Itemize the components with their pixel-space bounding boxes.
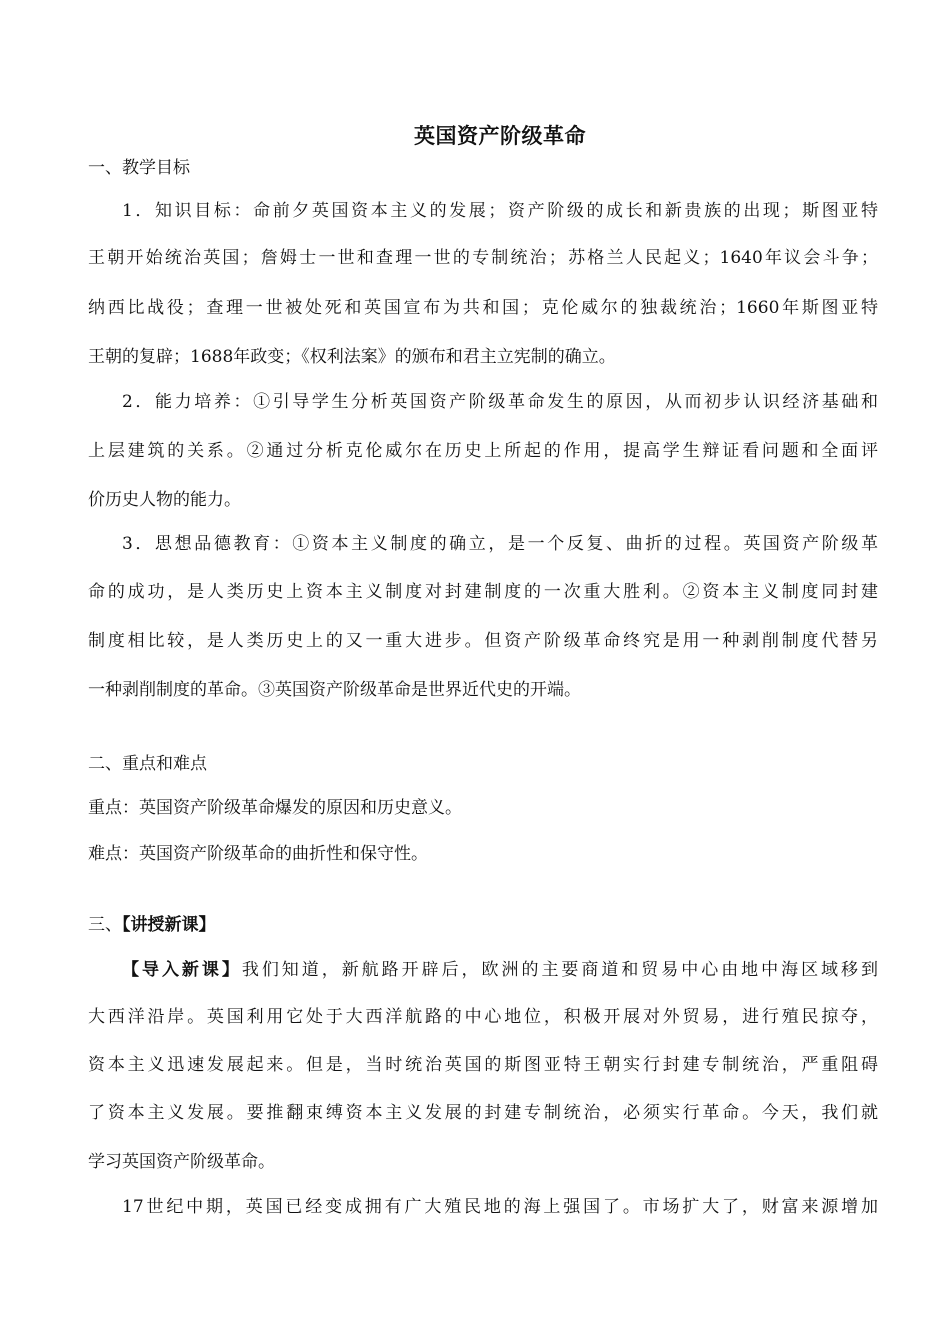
paragraph-line: 王朝开始统治英国；詹姆士一世和查理一世的专制统治；苏格兰人民起义；1640年议会斗争；: [88, 248, 878, 268]
section-bracket-title: 【讲授新课】: [122, 915, 216, 935]
paragraph-line: 命的成功，是人类历史上资本主义制度对封建制度的一次重大胜利。②资本主义制度同封建: [88, 582, 878, 602]
paragraph-line: 1．知识目标：命前夕英国资本主义的发展；资产阶级的成长和新贵族的出现；斯图亚特: [122, 201, 878, 221]
paragraph-line: 一种剥削制度的革命。③英国资产阶级革命是世界近代史的开端。: [88, 680, 581, 700]
section-number: 三、: [88, 915, 122, 935]
section-heading-new-lesson: [88, 913, 878, 937]
paragraph-line: 资本主义迅速发展起来。但是，当时统治英国的斯图亚特王朝实行封建专制统治，严重阻碍: [88, 1055, 878, 1075]
paragraph-line: 学习英国资产阶级革命。: [88, 1152, 275, 1172]
document-title: 英国资产阶级革命: [414, 123, 586, 148]
paragraph-line: 了资本主义发展。要推翻束缚资本主义发展的封建专制统治，必须实行革命。今天，我们就: [88, 1103, 878, 1123]
paragraph-line: 2．能力培养：①引导学生分析英国资产阶级革命发生的原因，从而初步认识经济基础和: [122, 392, 878, 412]
paragraph-line: 制度相比较，是人类历史上的又一重大进步。但资产阶级革命终究是用一种剥削制度代替另: [88, 631, 878, 651]
paragraph-line: 大西洋沿岸。英国利用它处于大西洋航路的中心地位，积极开展对外贸易，进行殖民掠夺，: [88, 1007, 878, 1027]
key-point-line: 重点：英国资产阶级革命爆发的原因和历史意义。: [88, 798, 462, 818]
difficult-point-line: 难点：英国资产阶级革命的曲折性和保守性。: [88, 844, 428, 864]
paragraph-line: 3．思想品德教育：①资本主义制度的确立，是一个反复、曲折的过程。英国资产阶级革: [122, 534, 878, 554]
paragraph-line: 上层建筑的关系。②通过分析克伦威尔在历史上所起的作用，提高学生辩证看问题和全面评: [88, 441, 878, 461]
intro-label: 【导入新课】: [122, 960, 242, 980]
paragraph-line: 17世纪中期，英国已经变成拥有广大殖民地的海上强国了。市场扩大了，财富来源增加: [122, 1197, 878, 1217]
paragraph-line: 王朝的复辟；1688年政变；《权利法案》的颁布和君主立宪制的确立。: [88, 347, 616, 367]
section-heading-key-points: 二、重点和难点: [88, 754, 207, 774]
section-heading-objectives: 一、教学目标: [88, 158, 190, 178]
intro-text: 我们知道，新航路开辟后，欧洲的主要商道和贸易中心由地中海区域移到: [241, 960, 879, 980]
paragraph-line: 纳西比战役；查理一世被处死和英国宣布为共和国；克伦威尔的独裁统治；1660年斯图亚特: [88, 298, 878, 318]
paragraph-line: [88, 958, 878, 982]
paragraph-line: 价历史人物的能力。: [88, 490, 241, 510]
